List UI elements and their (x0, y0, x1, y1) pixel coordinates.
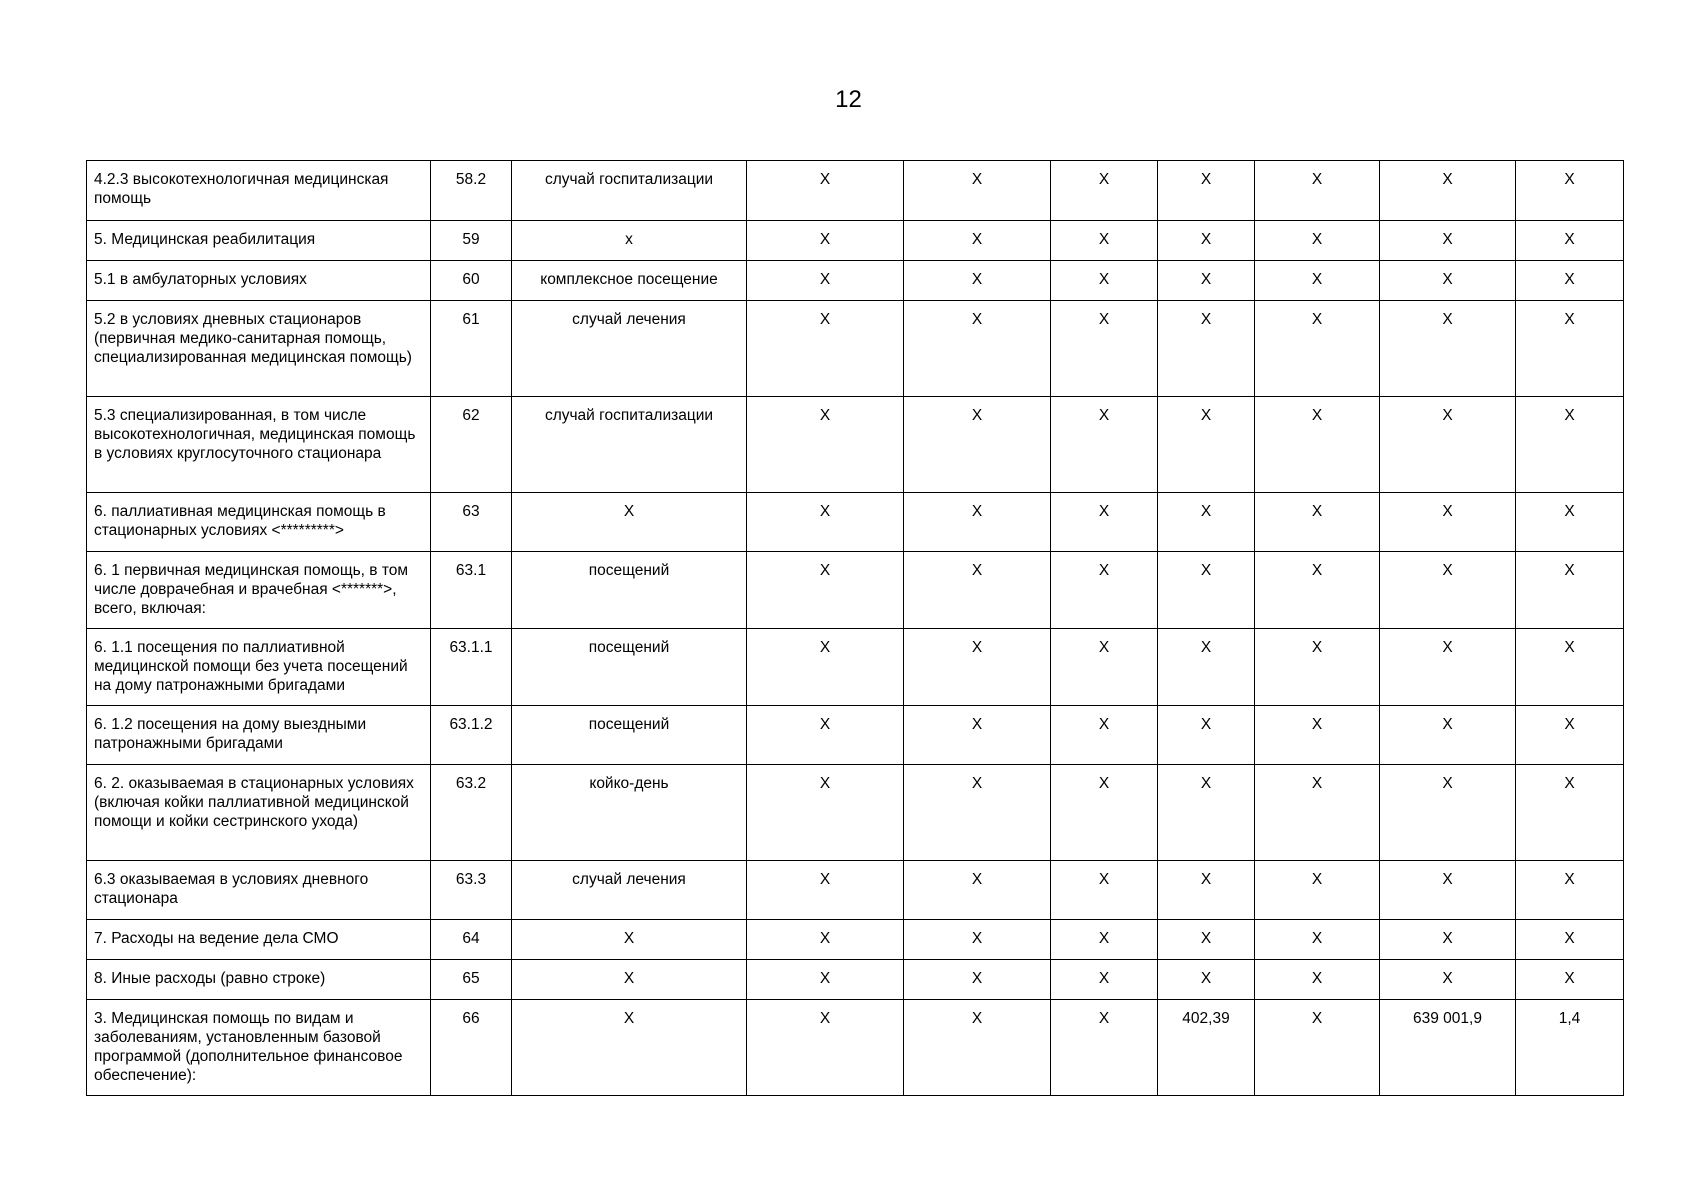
value-cell: X (1516, 397, 1624, 493)
page-number: 12 (835, 86, 862, 113)
row-number-cell: 63.1.2 (431, 706, 512, 765)
value-cell: X (1516, 920, 1624, 960)
value-cell: X (1255, 960, 1380, 1000)
value-cell: X (1158, 706, 1255, 765)
row-number-cell: 63.3 (431, 861, 512, 920)
value-cell: X (1516, 765, 1624, 861)
value-cell: X (747, 706, 904, 765)
value-cell: X (1380, 920, 1516, 960)
value-cell: X (1051, 301, 1158, 397)
value-cell: X (1158, 920, 1255, 960)
value-cell: X (1380, 161, 1516, 221)
value-cell: X (1255, 861, 1380, 920)
row-name-cell: 7. Расходы на ведение дела СМО (87, 920, 431, 960)
unit-cell: посещений (512, 629, 747, 706)
value-cell: X (1516, 261, 1624, 301)
value-cell: X (1380, 397, 1516, 493)
value-cell: X (904, 706, 1051, 765)
value-cell: X (1255, 552, 1380, 629)
table-row (87, 493, 1624, 552)
value-cell: X (747, 765, 904, 861)
value-cell: X (904, 397, 1051, 493)
value-cell: X (1255, 221, 1380, 261)
table-row (87, 960, 1624, 1000)
table-body (87, 161, 1624, 1096)
row-name-cell: 6. паллиативная медицинская помощь в стационарных условиях <*********> (87, 493, 431, 552)
value-cell: X (904, 261, 1051, 301)
value-cell: X (747, 493, 904, 552)
value-cell: X (1380, 960, 1516, 1000)
value-cell: X (747, 261, 904, 301)
unit-cell: X (512, 960, 747, 1000)
row-name-cell: 6.3 оказываемая в условиях дневного стационара (87, 861, 431, 920)
value-cell: X (1255, 920, 1380, 960)
row-name-cell: 4.2.3 высокотехнологичная медицинская помощь (87, 161, 431, 221)
value-cell: X (904, 861, 1051, 920)
value-cell: X (1158, 629, 1255, 706)
value-cell: X (1516, 552, 1624, 629)
table-row (87, 629, 1624, 706)
value-cell: X (904, 221, 1051, 261)
value-cell: X (747, 301, 904, 397)
value-cell: X (747, 861, 904, 920)
value-cell: X (747, 960, 904, 1000)
row-name-cell: 5.1 в амбулаторных условиях (87, 261, 431, 301)
value-cell: X (904, 960, 1051, 1000)
row-name-cell: 6. 1.1 посещения по паллиативной медицинской помощи без учета посещений на дому патронажными бригадами (87, 629, 431, 706)
table-row (87, 221, 1624, 261)
row-number-cell: 61 (431, 301, 512, 397)
value-cell: X (904, 765, 1051, 861)
table-row (87, 161, 1624, 221)
row-number-cell: 60 (431, 261, 512, 301)
value-cell: X (1380, 552, 1516, 629)
unit-cell: койко-день (512, 765, 747, 861)
value-cell: X (904, 301, 1051, 397)
unit-cell: X (512, 1000, 747, 1096)
row-number-cell: 63.1.1 (431, 629, 512, 706)
value-cell: X (904, 920, 1051, 960)
value-cell: X (1516, 960, 1624, 1000)
row-number-cell: 58.2 (431, 161, 512, 221)
value-cell: X (1380, 706, 1516, 765)
value-cell: X (1380, 261, 1516, 301)
value-cell: X (1051, 765, 1158, 861)
unit-cell: х (512, 221, 747, 261)
table-row (87, 261, 1624, 301)
value-cell: X (1158, 301, 1255, 397)
row-number-cell: 64 (431, 920, 512, 960)
value-cell: X (1380, 301, 1516, 397)
value-cell: X (747, 629, 904, 706)
row-name-cell: 6. 1 первичная медицинская помощь, в том числе доврачебная и врачебная <*******>, всего, включая: (87, 552, 431, 629)
value-cell: X (1255, 261, 1380, 301)
value-cell: X (1051, 161, 1158, 221)
value-cell: X (1255, 629, 1380, 706)
value-cell: X (1051, 552, 1158, 629)
value-cell: X (1158, 493, 1255, 552)
value-cell: X (1051, 920, 1158, 960)
table-row (87, 765, 1624, 861)
row-name-cell: 5.2 в условиях дневных стационаров (первичная медико-санитарная помощь, специализированная медицинская помощь) (87, 301, 431, 397)
value-cell: X (1255, 1000, 1380, 1096)
value-cell: X (747, 161, 904, 221)
row-name-cell: 8. Иные расходы (равно строке) (87, 960, 431, 1000)
value-cell: X (1516, 493, 1624, 552)
value-cell: X (747, 397, 904, 493)
value-cell: X (1158, 221, 1255, 261)
value-cell: X (1516, 161, 1624, 221)
value-cell: X (1158, 960, 1255, 1000)
unit-cell: посещений (512, 552, 747, 629)
unit-cell: X (512, 493, 747, 552)
value-cell: X (904, 493, 1051, 552)
data-table (86, 160, 1624, 1096)
row-number-cell: 65 (431, 960, 512, 1000)
value-cell: X (1051, 706, 1158, 765)
row-number-cell: 59 (431, 221, 512, 261)
value-cell: X (1051, 861, 1158, 920)
value-cell: X (904, 1000, 1051, 1096)
value-cell: X (1516, 301, 1624, 397)
unit-cell: X (512, 920, 747, 960)
value-cell: X (1051, 1000, 1158, 1096)
table-row (87, 1000, 1624, 1096)
unit-cell: случай лечения (512, 301, 747, 397)
unit-cell: посещений (512, 706, 747, 765)
row-number-cell: 66 (431, 1000, 512, 1096)
value-cell: 639 001,9 (1380, 1000, 1516, 1096)
value-cell: X (1158, 861, 1255, 920)
value-cell: X (1255, 765, 1380, 861)
row-name-cell: 3. Медицинская помощь по видам и заболеваниям, установленным базовой программой (дополнительное финансовое обеспечение): (87, 1000, 431, 1096)
value-cell: X (1380, 765, 1516, 861)
unit-cell: случай госпитализации (512, 397, 747, 493)
value-cell: X (904, 161, 1051, 221)
value-cell: X (1255, 397, 1380, 493)
value-cell: X (1255, 161, 1380, 221)
row-name-cell: 6. 2. оказываемая в стационарных условиях (включая койки паллиативной медицинской помощи и койки сестринского ухода) (87, 765, 431, 861)
unit-cell: случай лечения (512, 861, 747, 920)
unit-cell: случай госпитализации (512, 161, 747, 221)
row-number-cell: 63 (431, 493, 512, 552)
value-cell: X (904, 552, 1051, 629)
value-cell: X (1051, 397, 1158, 493)
value-cell: X (1158, 161, 1255, 221)
value-cell: X (1380, 629, 1516, 706)
table-row (87, 397, 1624, 493)
value-cell: X (1158, 765, 1255, 861)
value-cell: X (1158, 397, 1255, 493)
value-cell: X (747, 552, 904, 629)
value-cell: 1,4 (1516, 1000, 1624, 1096)
value-cell: X (747, 221, 904, 261)
value-cell: X (1516, 706, 1624, 765)
table-row (87, 301, 1624, 397)
unit-cell: комплексное посещение (512, 261, 747, 301)
value-cell: X (1380, 221, 1516, 261)
row-name-cell: 5. Медицинская реабилитация (87, 221, 431, 261)
value-cell: X (1380, 861, 1516, 920)
value-cell: X (1158, 552, 1255, 629)
table-row (87, 861, 1624, 920)
value-cell: X (1255, 301, 1380, 397)
value-cell: X (1516, 629, 1624, 706)
row-name-cell: 6. 1.2 посещения на дому выездными патронажными бригадами (87, 706, 431, 765)
value-cell: X (1051, 261, 1158, 301)
table-row (87, 920, 1624, 960)
row-name-cell: 5.3 специализированная, в том числе высокотехнологичная, медицинская помощь в условиях круглосуточного стационара (87, 397, 431, 493)
table-row (87, 552, 1624, 629)
value-cell: X (747, 920, 904, 960)
value-cell: X (1051, 629, 1158, 706)
value-cell: 402,39 (1158, 1000, 1255, 1096)
value-cell: X (1516, 861, 1624, 920)
value-cell: X (1051, 960, 1158, 1000)
row-number-cell: 62 (431, 397, 512, 493)
row-number-cell: 63.2 (431, 765, 512, 861)
value-cell: X (1255, 706, 1380, 765)
value-cell: X (747, 1000, 904, 1096)
value-cell: X (1051, 221, 1158, 261)
row-number-cell: 63.1 (431, 552, 512, 629)
value-cell: X (1516, 221, 1624, 261)
table-row (87, 706, 1624, 765)
value-cell: X (904, 629, 1051, 706)
value-cell: X (1255, 493, 1380, 552)
value-cell: X (1158, 261, 1255, 301)
value-cell: X (1051, 493, 1158, 552)
value-cell: X (1380, 493, 1516, 552)
